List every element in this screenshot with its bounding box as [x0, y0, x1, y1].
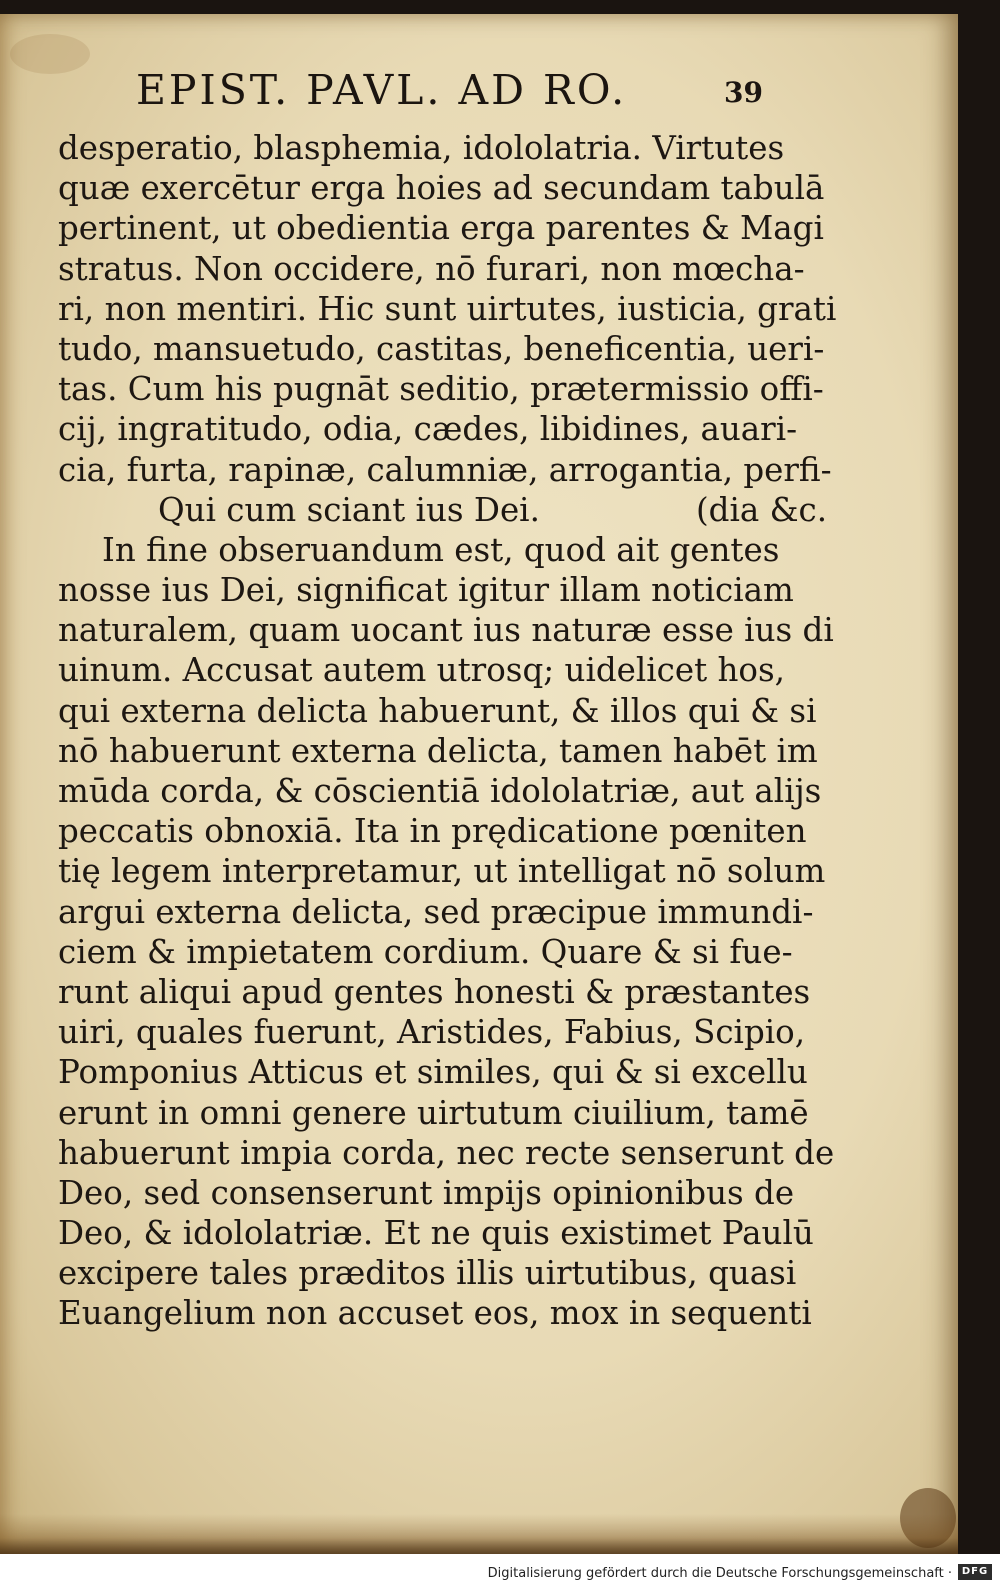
text-line: habuerunt impia corda, nec recte senserunt de — [58, 1133, 835, 1172]
page-edge-shadow — [0, 1514, 958, 1554]
text-line: ciem & impietatem cordium. Quare & si fue- — [58, 932, 793, 971]
paragraph-first-line: In fine obseruandum est, quod ait gentes — [102, 530, 780, 569]
text-line: nō habuerunt externa delicta, tamen habēt im — [58, 731, 818, 770]
text-line: tudo, mansuetudo, castitas, beneficentia, ueri- — [58, 329, 825, 368]
text-line: nosse ius Dei, significat igitur illam noticiam — [58, 571, 794, 610]
text-line: uiri, quales fuerunt, Aristides, Fabius, Scipio, — [58, 1013, 806, 1052]
text-line: argui externa delicta, sed præcipue immundi- — [58, 892, 814, 931]
text-line: excipere tales præditos illis uirtutibus, quasi — [58, 1254, 797, 1293]
funding-credit: Digitalisierung gefördert durch die Deutsche Forschungsgemeinschaft · — [487, 1566, 952, 1581]
text-line: desperatio, blasphemia, idololatria. Virtutes — [58, 129, 785, 167]
text-line: erunt in omni genere uirtutum ciuilium, tamē — [58, 1093, 809, 1132]
digitization-footer — [0, 1554, 1000, 1594]
text-line: ri, non mentiri. Hic sunt uirtutes, iusticia, grati — [58, 289, 837, 328]
text-line: cia, furta, rapinæ, calumniæ, arrogantia, perfi- — [58, 450, 832, 489]
text-line: naturalem, quam uocant ius naturæ esse ius di — [58, 611, 834, 650]
text-line: mūda corda, & cōscientiā idololatriæ, aut alijs — [58, 772, 822, 810]
text-line: cij, ingratitudo, odia, cædes, libidines, auari- — [58, 410, 798, 449]
text-line: runt aliqui apud gentes honesti & præstantes — [58, 972, 811, 1011]
text-line: Pomponius Atticus et similes, qui & si excellu — [58, 1053, 808, 1092]
running-title: EPIST. PAVL. AD RO. — [136, 66, 628, 114]
text-line: peccatis obnoxiā. Ita in prędicatione pœniten — [58, 812, 807, 851]
folio-number: 39 — [724, 76, 763, 109]
text-line: qui externa delicta habuerunt, & illos qui & si — [58, 691, 817, 730]
text-line: pertinent, ut obedientia erga parentes & Magi — [58, 209, 824, 248]
lemma-line — [58, 490, 828, 530]
text-line: stratus. Non occidere, nō furari, non mœcha- — [58, 249, 805, 288]
text-line: Deo, sed consenserunt impijs opinionibus de — [58, 1173, 795, 1212]
text-line: tas. Cum his pugnāt seditio, prætermissio offi- — [58, 370, 824, 409]
text-line: Euangelium non accuset eos, mox in sequenti — [58, 1294, 812, 1333]
text-line: tię legem interpretamur, ut intelligat nō solum — [58, 852, 826, 891]
lemma-text: Qui cum sciant ius Dei. — [158, 490, 540, 529]
paper-stain — [10, 34, 90, 74]
dfg-logo: DFG — [958, 1564, 992, 1580]
text-line: uinum. Accusat autem utrosq; uidelicet hos, — [58, 651, 786, 690]
text-line: Deo, & idololatriæ. Et ne quis existimet Paulū — [58, 1214, 814, 1253]
main-text — [58, 128, 837, 1334]
lemma-continuation: (dia &c. — [696, 490, 828, 529]
text-line: quæ exercētur erga hoies ad secundam tabulā — [58, 169, 825, 208]
